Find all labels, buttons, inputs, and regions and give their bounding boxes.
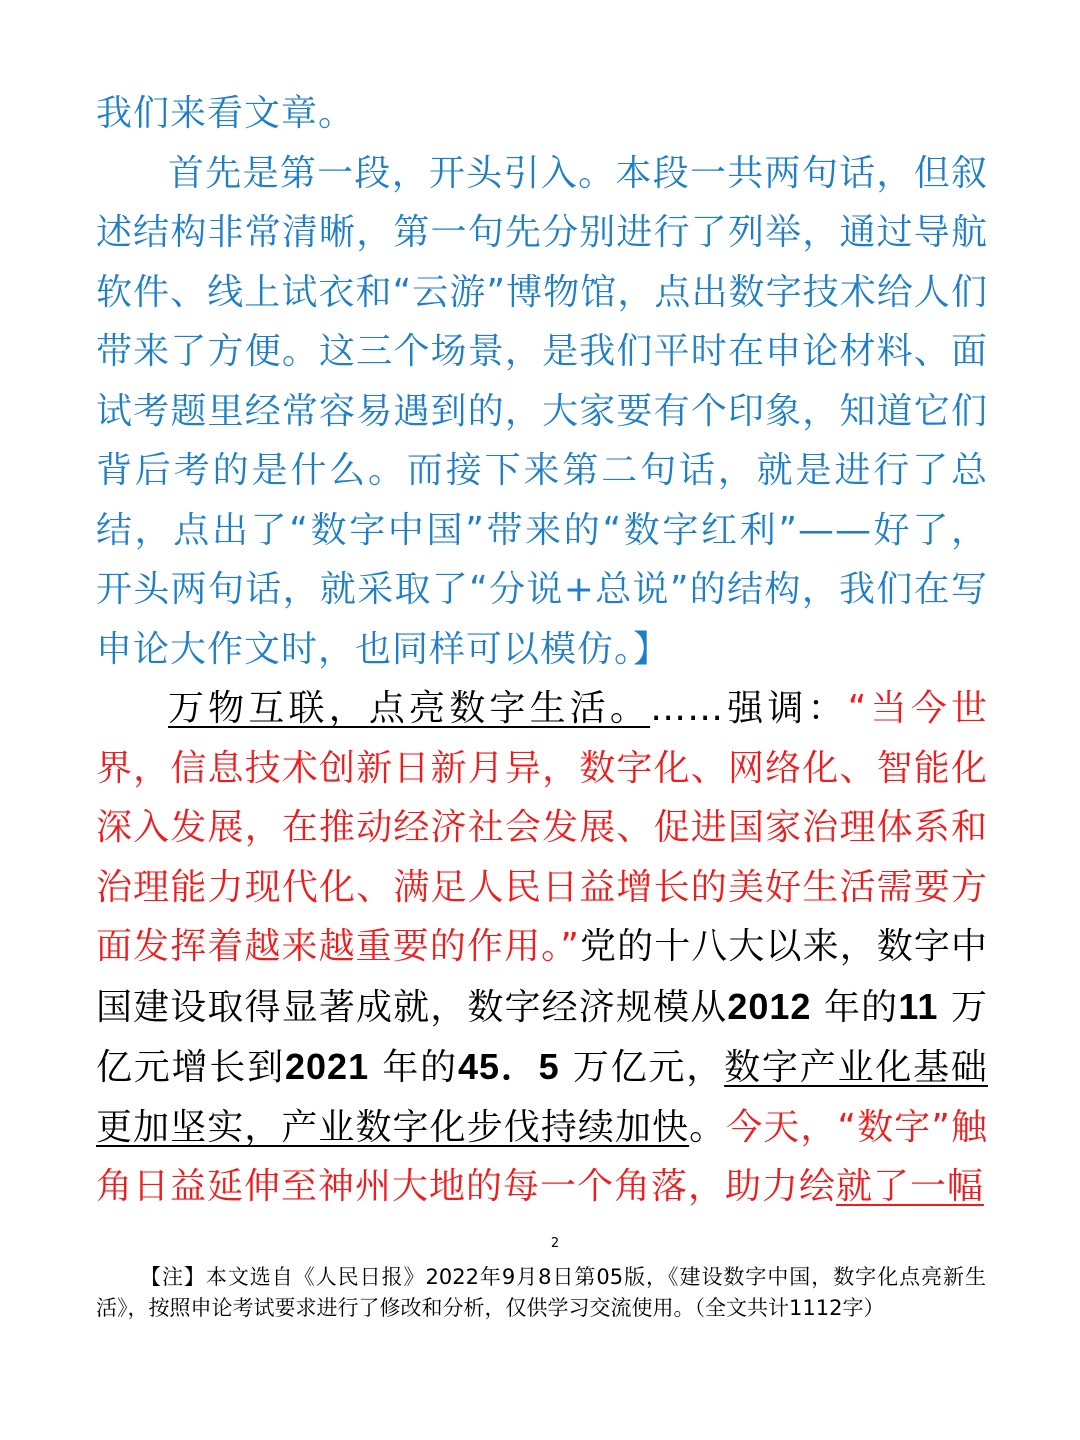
red-tail-text: 今天，“数字”触角日益延伸至神州大地的每一个角落，助力绘 [96,1106,988,1207]
ellipsis-text: ……强调： [650,688,848,729]
black-text-5: 万亿元， [572,1047,725,1088]
page-number: 2 [550,1236,560,1251]
number-45-5: 45．5 [457,1046,560,1087]
article-paragraph [96,679,988,1217]
footnote-text: 【注】本文选自《人民日报》2022年9月8日第05版，《建设数字中国，数字化点亮新生活》，按照申论考试要求进行了修改和分析，仅供学习交流使用。（全文共计1112字） [96,1265,986,1320]
red-quote: “当今世界，信息技术创新日新月异，数字化、网络化、智能化深入发展，在推动经济社会发展、促进国家治理体系和治理能力现代化、满足人民日益增长的美好生活需要方面发挥着越来越重要的作用。” [96,688,988,967]
number-2021: 2021 [285,1046,370,1087]
document-body [96,84,988,1217]
number-2012: 2012 [727,985,812,1027]
analysis-paragraph-text: 首先是第一段，开头引入。本段一共两句话，但叙述结构非常清晰，第一句先分别进行了列举，通过导航软件、线上试衣和“云游”博物馆，点出数字技术给人们带来了方便。这三个场景，是我们平时在申论材料、面试考题里经常容易遇到的，大家要有个印象，知道它们背后考的是什么。而接下来第二句话，就是进行了总结，点出了“数字中国”带来的“数字红利”——好了，开头两句话，就采取了“分说+总说”的结构，我们在写申论大作文时，也同样可以模仿。】 [96,152,988,670]
underlined-black-text: 数字产业化基础更加坚实，产业数字化步伐持续加快 [96,1047,988,1148]
analysis-paragraph [96,144,988,680]
black-text-4: 年的 [382,1047,458,1088]
intro-line [96,84,988,144]
article-heading: 万物互联，点亮数字生活。 [168,688,651,729]
red-tail-underlined: 就了一幅 [836,1166,985,1207]
footnote [96,1262,986,1324]
intro-line-text: 我们来看文章。 [96,93,356,134]
black-text-2: 年的 [824,986,899,1028]
black-text-3: 万亿元增长到 [96,986,988,1088]
number-11: 11 [898,985,939,1027]
black-text-6: 。 [689,1106,727,1148]
black-text-1: 党的十八大以来，数字中国建设取得显著成就，数字经济规模从 [96,926,988,1028]
